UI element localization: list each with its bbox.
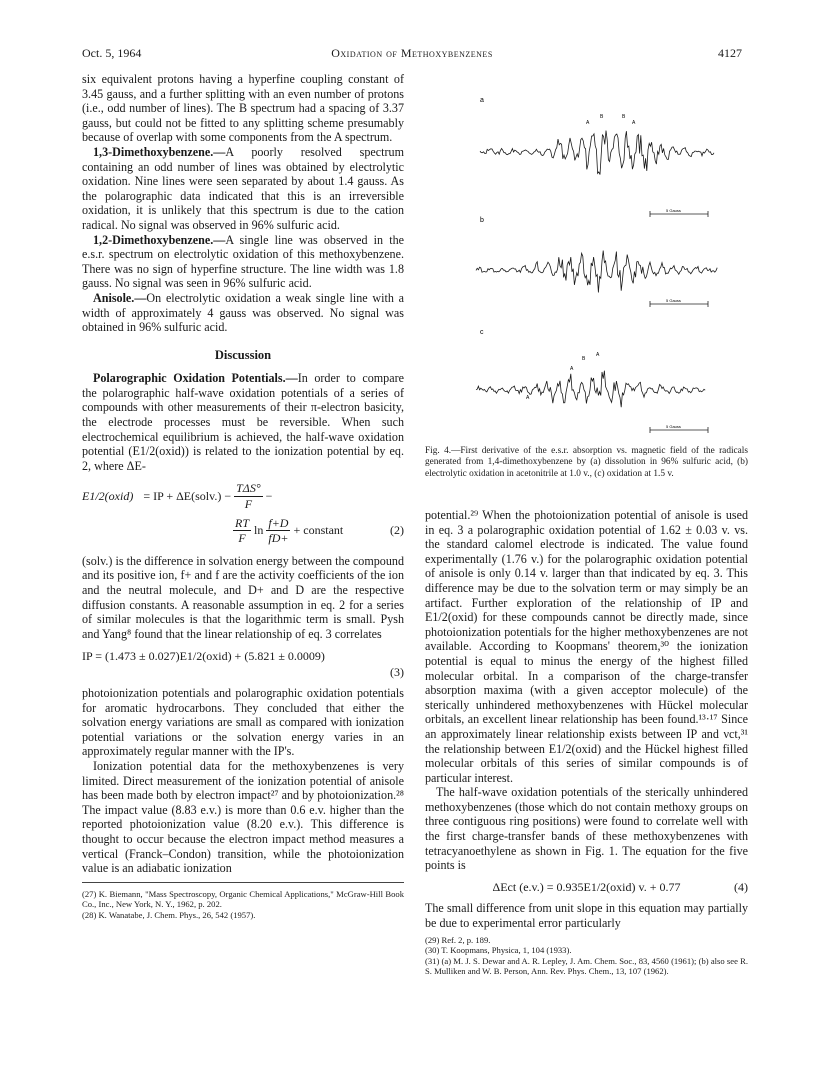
equation-3 — [82, 649, 404, 680]
peak-marker-a: A — [570, 366, 574, 372]
paragraph-anisole — [82, 291, 404, 335]
eq2-fraction-entropy — [234, 481, 263, 511]
paragraph-polarographic — [82, 371, 404, 473]
figure-caption: Fig. 4.—First derivative of the e.s.r. absorption vs. magnetic field of the radicals generated from 1,4-dimethoxybenzene by (a) dissolution in 96% sulfuric acid, (b) electrolytic oxidation in acetonitrile at 1.0 v., (c) oxidation at 1.5 v. — [425, 446, 748, 479]
paragraph-text: In order to compare the polarographic half-wave oxidation potentials of a series of compounds with other measurements of their π-electron basicity, the electrode processes must be reversible. When such electrochemical equilibrium is achieved, the half-wave oxidation potential (E1/2(oxid)) is related to the ionization potential by eq. 2, where ΔE- — [82, 371, 404, 473]
eq4-text: ΔEct (e.v.) = 0.935E1/2(oxid) v. + 0.77 — [492, 879, 681, 894]
spectrum-label-b: b — [480, 217, 484, 224]
paragraph-ionization-data: Ionization potential data for the methoxybenzenes is very limited. Direct measurement of the ionization potential of anisole has been made both by electron impact²⁷ and by photoionization.²⁸ The impact value (8.83 e.v.) is more than 0.6 e.v. higher than the reported photoionization value (8.20 e.v.). This difference is thought to occur because the electron impact method measures a vertical (Franck–Condon) transition, while the photoionization value is an adiabatic ionization — [82, 758, 404, 876]
footnote-28: (28) K. Wanatabe, J. Chem. Phys., 26, 542 (1957). — [82, 909, 256, 920]
fraction-numerator: TΔS° — [236, 481, 261, 496]
eq2-rhs1: = IP + ΔE(solv.) − — [143, 489, 232, 504]
spectrum-trace — [476, 371, 705, 408]
scale-label: 5 Gauss — [666, 424, 681, 429]
paragraph-continuation: six equivalent protons having a hyperfine coupling constant of 3.45 gauss, and a further splitting with an even number of protons (i.e., odd number of lines). The B spectrum had a spacing of 3.37 gauss, but could not be fitted to any splitting scheme presumably because of overlap with some components from the A spectrum. — [82, 72, 404, 145]
eq2-minus: − — [265, 489, 273, 504]
running-header — [82, 46, 742, 62]
peak-marker-b: B — [600, 114, 604, 120]
paragraph-koopmans: potential.²⁹ When the photoionization potential of anisole is used in eq. 3 a polarographic oxidation potential of 1.62 ± 0.03 v. vs. the standard calomel electrode is indicated. The value found experimentally (1.76 v.) for the polarographic oxidation potential of anisole is only 0.14 v. larger than that indicated by eq. 3. This difference may be due to the solvation term or may simply be an artifact. Further exploration of the relationship of IP and E1/2(oxid) for these compounds cannot be directly made, since photoionization potentials for the higher methoxybenzenes are not available. According to Koopmans' theorem,³⁰ the ionization potential is equal to minus the energy of the highest filled molecular orbital. In a comparison of the charge-transfer absorption maxima (with a given acceptor molecule) of the sterically unhindered methoxybenzenes with Hückel molecular orbitals, an excellent linear relationship has been found.¹³·¹⁷ Since an approximately linear relationship exists between IP and νct,³¹ the relationship between E1/2(oxid) and the Hückel highest filled molecular orbitals of this series of similar compounds is of particular interest. — [425, 508, 748, 785]
eq2-lhs: E1/2(oxid) — [82, 489, 134, 504]
peak-marker-a: A — [596, 352, 600, 358]
header-running-title: Oxidation of Methoxybenzenes — [331, 46, 493, 60]
footnotes-right — [425, 935, 748, 977]
equation-number: (2) — [390, 523, 404, 538]
spectrum-label-c: c — [480, 329, 484, 336]
footnote-27: (27) K. Biemann, "Mass Spectroscopy, Organic Chemical Applications," McGraw-Hill Book Co., Inc., New York, N. Y., 1962, p. 202. — [82, 888, 404, 910]
fraction-numerator: f+D — [268, 515, 289, 530]
paragraph-half-wave: The half-wave oxidation potentials of the sterically unhindered methoxybenzenes (those which do not contain methoxy groups on three contiguous ring positions) were found to correlate well with the first charge-transfer bands of these methoxybenzenes with tetracyanoethylene as shown in Fig. 1. The equation for the five points is — [425, 785, 748, 873]
paragraph-slope: The small difference from unit slope in this equation may partially be due to experimental error particularly — [425, 901, 748, 931]
fraction-denominator: fD+ — [268, 531, 289, 546]
header-page-number: 4127 — [718, 46, 742, 60]
paragraph-text: On electrolytic oxidation a weak single line with a width of approximately 4 gauss was observed. No signal was obtained in 96% sulfuric acid. — [82, 290, 404, 335]
equation-number: (3) — [390, 665, 404, 680]
esr-spectra-plot — [436, 74, 748, 444]
scale-bar-c — [650, 424, 708, 433]
scale-bar-a — [650, 208, 708, 217]
scale-label: 5 Gauss — [666, 208, 681, 213]
figure-esr-spectra — [436, 74, 748, 444]
eq2-ln: ln — [254, 523, 264, 538]
right-column — [425, 508, 748, 977]
paragraph-12-dimethoxybenzene — [82, 233, 404, 291]
paragraph-solvation: (solv.) is the difference in solvation energy between the compound and its positive ion, f+ and f are the activity coefficients of the ion and the neutral molecule, and D+ and D are the respective diffusion constants. A reasonable assumption in eq. 2 for a series of similar molecules is that the logarithmic term is small. Pysh and Yang⁸ found that the linear relationship of eq. 3 correlates — [82, 553, 404, 641]
paragraph-text: A single line was observed in the e.s.r. spectrum on electrolytic oxidation of this methoxybenzene. There was no sign of hyperfine structure. The line width was 1.8 gauss. No signal was seen in 96% sulfuric acid. — [82, 232, 404, 291]
equation-2 — [82, 481, 404, 545]
run-in-heading: Anisole.— — [93, 290, 147, 305]
eq2-constant: + constant — [293, 523, 344, 538]
eq2-fraction-rt — [233, 516, 251, 546]
spectrum-traces — [476, 131, 717, 408]
paragraph-13-dimethoxybenzene — [82, 145, 404, 233]
left-column — [82, 72, 404, 920]
peak-marker-a: A — [632, 120, 636, 126]
spectrum-label-a: a — [480, 97, 484, 104]
footnote-29: (29) Ref. 2, p. 189. — [425, 934, 491, 945]
section-heading-discussion: Discussion — [214, 347, 272, 362]
scale-bar-b — [650, 298, 708, 307]
scale-label: 5 Gauss — [666, 298, 681, 303]
run-in-heading: Polarographic Oxidation Potentials.— — [93, 371, 298, 386]
spectrum-trace — [480, 131, 714, 175]
footnotes-left — [82, 889, 404, 921]
peak-marker-a: A — [586, 120, 590, 126]
footnote-31: (31) (a) M. J. S. Dewar and A. R. Lepley, J. Am. Chem. Soc., 83, 4560 (1961); (b) also see R. S. Mulliken and W. B. Person, Ann. Rev. Phys. Chem., 13, 107 (1962). — [425, 955, 748, 977]
run-in-heading: 1,3-Dimethoxybenzene.— — [93, 144, 226, 159]
paragraph-text: A poorly resolved spectrum containing an odd number of lines was obtained by electrolytic oxidation. Nine lines were seen separated by about 1.4 gauss. As the polarographic data indicated that this is an irreversible oxidation, it is unlikely that this spectrum is due to the cation radical. No signal was observed in 96% sulfuric acid. — [82, 144, 404, 232]
footnote-rule — [82, 882, 404, 883]
peak-marker-b: B — [622, 114, 626, 120]
footnote-30: (30) T. Koopmans, Physica, 1, 104 (1933). — [425, 945, 572, 956]
eq2-fraction-activity — [266, 516, 290, 546]
spectrum-trace — [476, 251, 717, 293]
fraction-denominator: F — [238, 531, 246, 546]
run-in-heading: 1,2-Dimethoxybenzene.— — [93, 232, 226, 247]
fraction-denominator: F — [244, 497, 253, 512]
header-date: Oct. 5, 1964 — [82, 46, 142, 60]
fraction-numerator: RT — [235, 515, 250, 530]
peak-marker-a: A — [526, 395, 530, 401]
equation-4 — [425, 880, 748, 895]
peak-marker-b: B — [582, 356, 586, 362]
eq3-text: IP = (1.473 ± 0.027)E1/2(oxid) + (5.821 ± 0.0009) — [82, 649, 325, 664]
paragraph-photoionization: photoionization potentials and polarographic oxidation potentials for aromatic hydrocarbons. They concluded that either the solvation energy variations are small as compared with ionization potential variations or the solvation energy varies in an approximately regular manner with the IP's. — [82, 685, 404, 759]
equation-number: (4) — [734, 879, 748, 894]
